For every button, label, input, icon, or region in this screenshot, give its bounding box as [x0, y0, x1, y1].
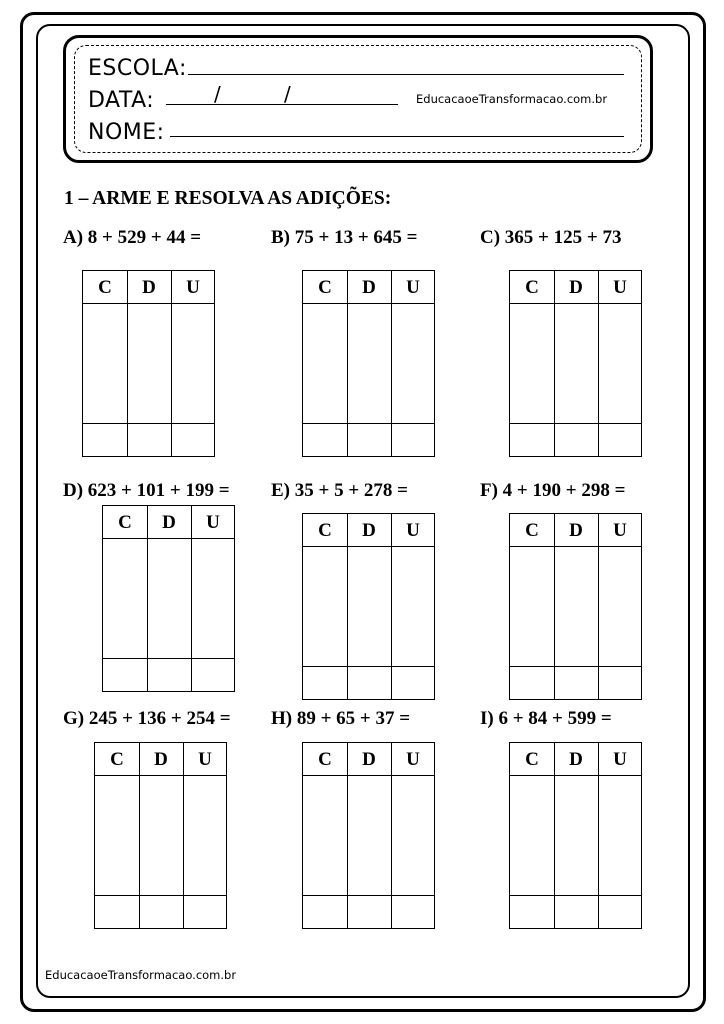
problem-d-label: D) 623 + 101 + 199 =	[63, 480, 230, 501]
problem-f-label: F) 4 + 190 + 298 =	[480, 480, 626, 501]
header-u: U	[406, 749, 420, 770]
header-d: D	[154, 749, 168, 770]
header-d: D	[162, 512, 176, 533]
header-u: U	[406, 520, 420, 541]
header-d: D	[142, 277, 156, 298]
header-c: C	[318, 520, 332, 541]
header-u: U	[613, 520, 627, 541]
name-label: NOME:	[88, 120, 165, 145]
place-value-grid-g[interactable]	[94, 742, 227, 929]
problem-i-label: I) 6 + 84 + 599 =	[480, 708, 612, 729]
header-d: D	[569, 520, 583, 541]
problem-g-label: G) 245 + 136 + 254 =	[63, 708, 231, 729]
problem-c-label: C) 365 + 125 + 73	[480, 227, 622, 248]
header-c: C	[318, 277, 332, 298]
header-c: C	[525, 277, 539, 298]
school-field-line[interactable]	[188, 74, 624, 75]
header-u: U	[198, 749, 212, 770]
exercise-title: 1 – ARME E RESOLVA AS ADIÇÕES:	[64, 188, 392, 209]
place-value-grid-e[interactable]	[302, 513, 435, 700]
header-site-text: EducacaoeTransformacao.com.br	[416, 92, 608, 106]
header-c: C	[98, 277, 112, 298]
header-d: D	[362, 520, 376, 541]
problem-h-label: H) 89 + 65 + 37 =	[271, 708, 411, 729]
problem-b-label: B) 75 + 13 + 645 =	[271, 227, 418, 248]
header-d: D	[362, 277, 376, 298]
problem-e-label: E) 35 + 5 + 278 =	[271, 480, 408, 501]
date-slash-1: /	[214, 82, 222, 106]
header-d: D	[362, 749, 376, 770]
school-label: ESCOLA:	[88, 56, 187, 81]
place-value-grid-b[interactable]	[302, 270, 435, 457]
footer-site-text: EducacaoeTransformacao.com.br	[45, 968, 237, 982]
name-field-line[interactable]	[170, 136, 624, 137]
header-c: C	[525, 520, 539, 541]
place-value-grid-h[interactable]	[302, 742, 435, 929]
header-c: C	[110, 749, 124, 770]
header-u: U	[613, 277, 627, 298]
header-d: D	[569, 749, 583, 770]
place-value-grid-i[interactable]	[509, 742, 642, 929]
header-d: D	[569, 277, 583, 298]
date-slash-2: /	[284, 82, 292, 106]
header-c: C	[525, 749, 539, 770]
header-c: C	[118, 512, 132, 533]
student-info-box	[63, 35, 653, 163]
header-u: U	[406, 277, 420, 298]
place-value-grid-d[interactable]	[102, 505, 235, 692]
header-u: U	[186, 277, 200, 298]
place-value-grid-f[interactable]	[509, 513, 642, 700]
place-value-grid-a[interactable]	[82, 270, 215, 457]
header-u: U	[206, 512, 220, 533]
date-field-line[interactable]	[166, 104, 398, 105]
problem-a-label: A) 8 + 529 + 44 =	[63, 227, 202, 248]
place-value-grid-c[interactable]	[509, 270, 642, 457]
header-c: C	[318, 749, 332, 770]
header-u: U	[613, 749, 627, 770]
date-label: DATA:	[88, 88, 155, 113]
